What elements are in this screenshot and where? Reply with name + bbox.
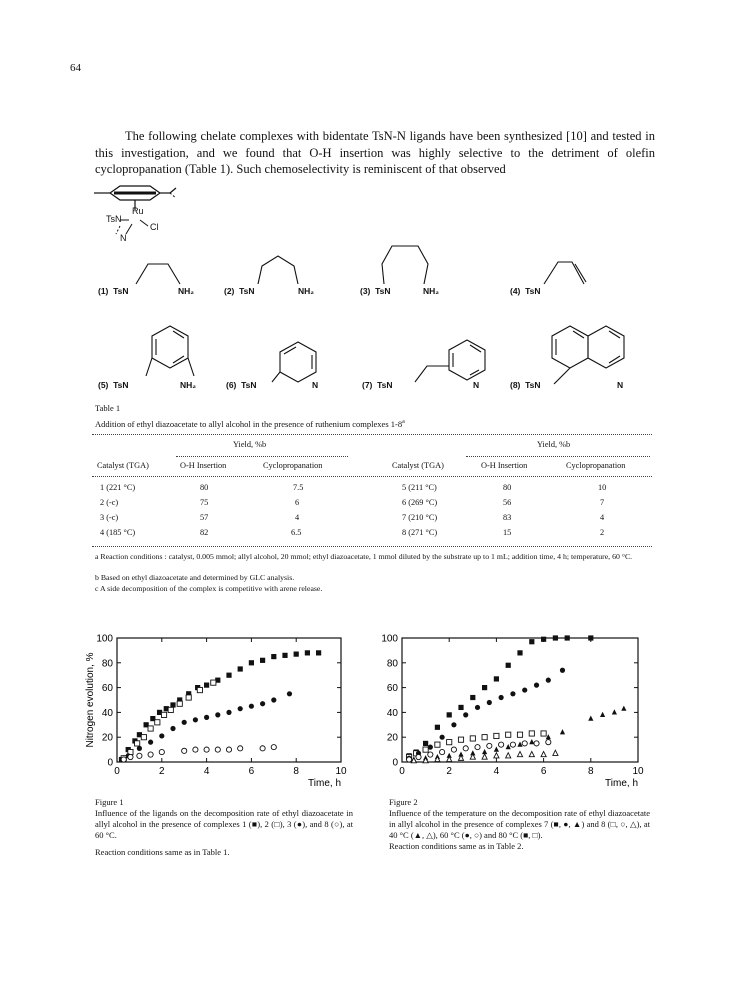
complex-5-right: NH₂	[180, 380, 197, 390]
cell-r3-c3: 4	[295, 513, 300, 522]
data-point-filled-circle	[499, 695, 504, 700]
complex-1-drawing	[130, 248, 190, 288]
data-point-filled-circle	[487, 700, 492, 705]
complex-1-right: NH₂	[178, 286, 195, 296]
x-tick-label: 0	[114, 766, 120, 777]
cell-r3-c6: 4	[600, 513, 605, 522]
complex-3-drawing	[378, 238, 438, 288]
complex-6-left: TsN	[241, 380, 257, 390]
data-point-open-circle	[406, 757, 411, 762]
data-point-open-circle	[534, 741, 539, 746]
data-point-open-circle	[416, 754, 421, 759]
complex-5-num: (5)	[98, 380, 109, 390]
data-point-filled-circle	[546, 678, 551, 683]
data-point-filled-circle	[463, 712, 468, 717]
cell-r3-c4: 7 (210 °C)	[402, 513, 438, 522]
cell-r2-c1: 2 (-c)	[100, 498, 119, 507]
table-group-rule-right	[466, 456, 650, 457]
cell-r2-c3: 6	[295, 498, 300, 507]
x-tick-label: 4	[493, 766, 500, 777]
tsn-label: TsN	[106, 214, 122, 224]
y-tick-label: 40	[386, 707, 398, 719]
complex-2-drawing	[252, 246, 312, 288]
figure-2-conditions: Reaction conditions same as in Table 2.	[389, 841, 524, 851]
data-point-filled-circle	[475, 705, 480, 710]
data-point-open-circle	[271, 745, 276, 750]
complex-5-drawing	[140, 322, 200, 380]
data-point-filled-circle	[428, 745, 433, 750]
data-point-filled-square	[494, 676, 499, 681]
data-point-filled-circle	[193, 717, 198, 722]
data-point-filled-square	[316, 650, 321, 655]
data-point-filled-circle	[215, 712, 220, 717]
data-point-open-triangle	[506, 753, 511, 758]
table-group-rule-left	[176, 456, 348, 457]
data-point-open-square	[211, 680, 216, 685]
data-point-filled-circle	[249, 704, 254, 709]
data-point-open-circle	[226, 747, 231, 752]
data-point-filled-square	[447, 712, 452, 717]
cell-r3-c1: 3 (-c)	[100, 513, 119, 522]
complex-3-left: TsN	[375, 286, 391, 296]
cell-r1-c6: 10	[598, 483, 607, 492]
data-point-filled-square	[423, 741, 428, 746]
page-number: 64	[70, 62, 81, 74]
cell-r3-c5: 83	[503, 513, 512, 522]
figure-1-text: Influence of the ligands on the decomposition rate of ethyl diazoacetate in allyl alcohol in the presence of complexes 1 (■), 2 (□), 3 (●), and 8 (○), at 60 °C.	[95, 808, 353, 840]
complex-1-left: TsN	[113, 286, 129, 296]
y-axis-label: Nitrogen evolution, %	[85, 652, 96, 748]
cell-r2-c4: 6 (269 °C)	[402, 498, 438, 507]
col-header-oh-1: O-H Insertion	[180, 461, 227, 470]
data-point-filled-square	[435, 725, 440, 730]
data-point-open-square	[529, 731, 534, 736]
data-point-filled-triangle	[588, 716, 593, 721]
x-tick-label: 8	[588, 766, 594, 777]
cell-r1-c1: 1 (221 °C)	[100, 483, 136, 492]
data-point-open-square	[177, 701, 182, 706]
cell-r3-c2: 57	[200, 513, 209, 522]
complex-4-left: TsN	[525, 286, 541, 296]
data-point-filled-square	[294, 652, 299, 657]
data-point-open-square	[458, 737, 463, 742]
data-point-open-square	[506, 732, 511, 737]
data-point-open-square	[482, 735, 487, 740]
complex-5-label	[98, 380, 129, 390]
complex-2-label	[224, 286, 255, 296]
figure-2-caption	[389, 797, 650, 852]
table-rule-bottom	[92, 546, 652, 547]
data-point-open-circle	[475, 745, 480, 750]
complex-4-label	[510, 286, 541, 296]
data-point-open-square	[494, 733, 499, 738]
data-point-filled-square	[170, 702, 175, 707]
complex-3-right: NH₂	[423, 286, 440, 296]
data-point-open-circle	[522, 741, 527, 746]
data-point-filled-triangle	[600, 712, 605, 717]
cl-label: Cl	[150, 222, 159, 232]
col-header-oh-2: O-H Insertion	[481, 461, 528, 470]
complex-8-drawing	[540, 318, 640, 388]
data-point-filled-square	[271, 654, 276, 659]
table-title-sup: a	[402, 419, 405, 425]
table-group-header-right: Yield, %b	[537, 440, 571, 449]
complex-7-num: (7)	[362, 380, 373, 390]
table-group-header-left: Yield, %b	[233, 440, 267, 449]
data-point-open-square	[447, 740, 452, 745]
data-point-filled-square	[204, 683, 209, 688]
complex-7-drawing	[405, 336, 515, 386]
data-point-filled-circle	[510, 691, 515, 696]
cell-r2-c6: 7	[600, 498, 605, 507]
figure-2-chart	[378, 630, 648, 790]
figure-1-conditions: Reaction conditions same as in Table 1.	[95, 847, 230, 857]
data-point-filled-triangle	[621, 706, 626, 711]
figure-1-label: Figure 1	[95, 797, 124, 807]
data-point-open-circle	[128, 754, 133, 759]
complex-7-label	[362, 380, 393, 390]
data-point-open-triangle	[553, 750, 558, 755]
table-rule-top	[92, 434, 652, 435]
complex-4-drawing	[540, 252, 590, 292]
data-point-filled-triangle	[529, 739, 534, 744]
x-tick-label: 6	[248, 766, 255, 777]
data-point-filled-square	[249, 660, 254, 665]
data-point-filled-square	[226, 673, 231, 678]
complex-6-right: N	[312, 380, 319, 390]
data-point-filled-circle	[440, 735, 445, 740]
data-point-open-triangle	[482, 754, 487, 759]
complex-1-label	[98, 286, 129, 296]
figure-2-text: Influence of the temperature on the decomposition rate of ethyl diazoacetate in allyl alcohol in the presence of complexes 7 (■, ●, ▲) and 8 (□, ○, △), at 40 °C (▲, △), 60 °C (●, ○) and 80 °C (■, □).	[389, 808, 650, 840]
data-point-open-square	[541, 731, 546, 736]
data-point-open-circle	[463, 746, 468, 751]
complex-3-label	[360, 286, 391, 296]
cell-r1-c5: 80	[503, 483, 512, 492]
data-point-filled-circle	[534, 683, 539, 688]
col-header-cyclo-2: Cyclopropanation	[566, 461, 626, 470]
complex-2-num: (2)	[224, 286, 235, 296]
complex-1-num: (1)	[98, 286, 109, 296]
data-point-filled-square	[506, 663, 511, 668]
complex-7-right: N	[473, 380, 480, 390]
data-point-open-circle	[451, 747, 456, 752]
data-point-filled-triangle	[560, 729, 565, 734]
data-point-open-circle	[204, 747, 209, 752]
data-point-open-circle	[137, 753, 142, 758]
data-point-filled-circle	[560, 668, 565, 673]
y-tick-label: 0	[392, 757, 398, 769]
complex-8-label	[510, 380, 541, 390]
y-tick-label: 60	[386, 683, 398, 695]
cell-r4-c4: 8 (271 °C)	[402, 528, 438, 537]
n-label: N	[120, 233, 127, 243]
complex-2-right: NH₂	[298, 286, 315, 296]
data-point-open-circle	[510, 742, 515, 747]
cell-r1-c3: 7.5	[293, 483, 304, 492]
complex-6-label	[226, 380, 257, 390]
data-point-filled-triangle	[612, 709, 617, 714]
cell-r4-c2: 82	[200, 528, 209, 537]
ru-label: Ru	[132, 206, 144, 216]
y-tick-label: 100	[381, 633, 398, 645]
data-point-filled-circle	[204, 715, 209, 720]
x-tick-label: 8	[293, 766, 299, 777]
data-point-open-circle	[487, 743, 492, 748]
data-point-open-triangle	[529, 751, 534, 756]
cell-r4-c6: 2	[600, 528, 605, 537]
y-tick-label: 100	[96, 633, 113, 645]
data-point-open-circle	[499, 742, 504, 747]
data-point-filled-square	[541, 637, 546, 642]
figure-1-chart	[75, 630, 350, 790]
data-point-filled-square	[458, 705, 463, 710]
data-point-open-triangle	[541, 751, 546, 756]
intro-text: The following chelate complexes with bidentate TsN-N ligands have been synthesized [10] and tested in this investigation, and we found that O-H insertion was highly selective to the detriment of olefin cyclopropanation (Table 1). Such chemoselectivity is reminiscent of that observed	[95, 129, 655, 176]
complex-4-num: (4)	[510, 286, 521, 296]
data-point-filled-circle	[287, 691, 292, 696]
complex-7-left: TsN	[377, 380, 393, 390]
cell-r1-c2: 80	[200, 483, 209, 492]
x-tick-label: 10	[632, 766, 644, 777]
data-point-filled-circle	[170, 726, 175, 731]
table-note-a: a Reaction conditions : catalyst, 0.005 mmol; allyl alcohol, 20 mmol; ethyl diazoacetate, 1 mmol diluted by the substrate up to 1 mL; addition time, 4 h; temperature, 60 °C.	[95, 552, 633, 561]
cell-r1-c4: 5 (211 °C)	[402, 483, 437, 492]
data-point-open-circle	[121, 757, 126, 762]
data-point-open-circle	[182, 748, 187, 753]
table-rule-header	[92, 476, 652, 477]
data-point-open-circle	[440, 749, 445, 754]
data-point-filled-circle	[182, 720, 187, 725]
data-point-filled-circle	[238, 706, 243, 711]
figure-2-label: Figure 2	[389, 797, 418, 807]
x-tick-label: 10	[335, 766, 347, 777]
x-tick-label: 2	[446, 766, 452, 777]
complex-2-left: TsN	[239, 286, 255, 296]
data-point-open-triangle	[494, 753, 499, 758]
data-point-open-square	[435, 742, 440, 747]
data-point-filled-square	[529, 639, 534, 644]
complex-8-num: (8)	[510, 380, 521, 390]
data-point-filled-square	[565, 635, 570, 640]
data-point-open-square	[148, 726, 153, 731]
data-point-open-circle	[428, 752, 433, 757]
data-point-filled-circle	[159, 733, 164, 738]
complex-8-left: TsN	[525, 380, 541, 390]
y-tick-label: 20	[101, 732, 113, 744]
complex-6-num: (6)	[226, 380, 237, 390]
table-note-c: c A side decomposition of the complex is competitive with arene release.	[95, 584, 323, 593]
data-point-open-circle	[148, 752, 153, 757]
data-point-open-square	[161, 712, 166, 717]
data-point-filled-triangle	[494, 747, 499, 752]
data-point-open-square	[197, 687, 202, 692]
data-point-open-circle	[193, 747, 198, 752]
x-tick-label: 0	[399, 766, 405, 777]
data-point-filled-circle	[148, 740, 153, 745]
data-point-open-square	[517, 732, 522, 737]
cell-r2-c2: 75	[200, 498, 209, 507]
data-point-filled-square	[553, 635, 558, 640]
data-point-filled-square	[470, 695, 475, 700]
x-tick-label: 2	[159, 766, 165, 777]
data-point-filled-square	[482, 685, 487, 690]
table-label: Table 1	[95, 403, 121, 413]
data-point-open-circle	[546, 740, 551, 745]
data-point-open-square	[470, 736, 475, 741]
data-point-filled-square	[305, 650, 310, 655]
intro-paragraph	[95, 128, 655, 178]
data-point-filled-circle	[522, 687, 527, 692]
data-point-filled-square	[517, 650, 522, 655]
cell-r4-c5: 15	[503, 528, 512, 537]
col-header-catalyst-1: Catalyst (TGA)	[97, 461, 149, 470]
y-tick-label: 40	[101, 707, 113, 719]
y-tick-label: 0	[107, 757, 113, 769]
complex-5-left: TsN	[113, 380, 129, 390]
y-tick-label: 80	[101, 658, 113, 670]
data-point-open-circle	[260, 746, 265, 751]
cell-r4-c3: 6.5	[291, 528, 302, 537]
data-point-filled-circle	[271, 697, 276, 702]
data-point-filled-square	[588, 635, 593, 640]
cell-r2-c5: 56	[503, 498, 512, 507]
data-point-filled-circle	[260, 701, 265, 706]
figure-1-caption	[95, 797, 353, 858]
x-axis-label: Time, h	[605, 778, 638, 789]
data-point-filled-circle	[226, 710, 231, 715]
data-point-open-circle	[215, 747, 220, 752]
data-point-open-triangle	[517, 751, 522, 756]
data-point-open-square	[423, 747, 428, 752]
complex-6-drawing	[268, 338, 324, 386]
y-tick-label: 80	[386, 658, 398, 670]
data-point-open-circle	[238, 746, 243, 751]
col-header-catalyst-2: Catalyst (TGA)	[392, 461, 444, 470]
data-point-open-square	[155, 720, 160, 725]
data-point-filled-circle	[137, 746, 142, 751]
complex-8-right: N	[617, 380, 624, 390]
table-title-text: Addition of ethyl diazoacetate to allyl alcohol in the presence of ruthenium complexes 1-8	[95, 418, 403, 429]
data-point-open-square	[141, 735, 146, 740]
data-point-filled-square	[282, 653, 287, 658]
data-point-filled-square	[260, 658, 265, 663]
data-point-open-square	[168, 707, 173, 712]
x-axis-label: Time, h	[308, 778, 341, 789]
y-tick-label: 60	[101, 683, 113, 695]
x-tick-label: 4	[203, 766, 210, 777]
x-tick-label: 6	[540, 766, 547, 777]
complex-3-num: (3)	[360, 286, 371, 296]
data-point-filled-square	[238, 666, 243, 671]
data-point-open-square	[186, 695, 191, 700]
y-tick-label: 20	[386, 732, 398, 744]
data-point-filled-circle	[451, 722, 456, 727]
table-note-b: b Based on ethyl diazoacetate and determined by GLC analysis.	[95, 573, 295, 582]
col-header-cyclo-1: Cyclopropanation	[263, 461, 323, 470]
table-title	[95, 417, 405, 430]
data-point-open-square	[135, 741, 140, 746]
cell-r4-c1: 4 (185 °C)	[100, 528, 136, 537]
data-point-open-circle	[159, 749, 164, 754]
